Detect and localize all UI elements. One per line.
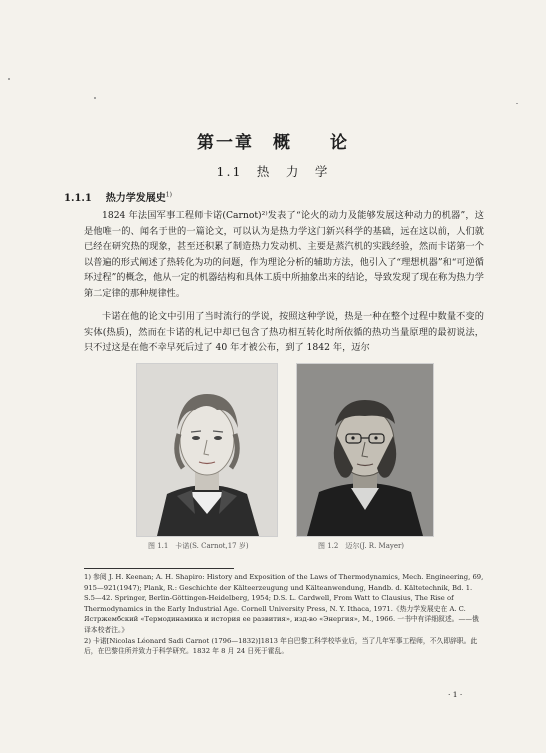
carnot-portrait-drawing <box>137 364 277 536</box>
subsection-footnote-ref: 1) <box>165 191 172 199</box>
paragraph-text: 1824 年法国军事工程师卡诺(Carnot)²⁾发表了“论火的动力及能够发展这种动力的机器”，这是他唯一的、闻名于世的一篇论文，可以认为是热力学这门新兴科学的基础，远在这以前，人们就已经在研究热的现象，甚至还积累了制造热力发动机、主要是蒸汽机的实践经验，然而卡诺第一个以普遍的形式阐述了热转化为功的问题，作为理论分析的辅助方法，他引入了“理想机器”和“可逆循环过程”的概念，他从一定的机器结构和具体工质中所抽象出来的结论，导致发现了现在称为热力学第二定律的那种规律性。 <box>84 210 484 299</box>
subsection-heading <box>64 189 172 204</box>
footnotes <box>84 572 484 657</box>
mayer-portrait-drawing <box>297 364 433 536</box>
footnote: 1) 参阅 J. H. Keenan; A. H. Shapiro: History and Exposition of the Laws of Thermodynamics, Mech. Engineering, 69, 915—921(1947); Plank, R.: Geschichte der Kälteerzeugung und Kälteanwendung, Handb. d. Kältetechnik, Bd. 1. S.5—42. Springer, Berlin-Göttingen-Heidelberg, 1954; D.S. L. Cardwell, From Watt to Clausius, The Rise of Thermodynamics in the Early Industrial Age. Cornell University Press, N. Y. Ithaca, 1971.《热力学发展史在 A. C. Ястржембский «Термодинамика и история ее развития», изд-во «Энергия», M., 1966. 一书中有详细叙述。——俄译本校者注。》 <box>84 573 484 634</box>
paragraph-text: 卡诺在他的论文中引用了当时流行的学说，按照这种学说，热是一种在整个过程中数量不变的实体(热质)，然而在卡诺的札记中却已包含了热功相互转化时所依循的热功当量原理的最初说法，只不过这是在他不幸早死后过了 40 年才被公布，到了 1842 年，迈尔 <box>84 311 484 354</box>
page-number: · 1 · <box>448 690 463 699</box>
figure-mayer-portrait <box>296 363 434 537</box>
section-title: 1.1 热 力 学 <box>216 164 330 179</box>
figure-caption: 图 1.2 迈尔(J. R. Mayer) <box>318 542 405 550</box>
scan-speck <box>94 97 96 99</box>
scan-speck <box>8 78 10 80</box>
subsection-number: 1.1.1 <box>64 193 92 204</box>
scan-speck <box>516 103 518 104</box>
body-paragraph <box>84 309 484 356</box>
footnote-divider <box>84 568 234 569</box>
figure-caption: 图 1.1 卡诺(S. Carnot,17 岁) <box>148 542 249 550</box>
chapter-title: 第一章 概 论 <box>197 133 349 153</box>
figure-carnot-portrait <box>136 363 278 537</box>
footnote: 2) 卡诺[Nicolas Léonard Sadi Carnot (1796—1832)]1813 年自巴黎工科学校毕业后，当了几年军事工程师，不久即辞职。此后，在巴黎住所并致力于科学研究。1832 年 8 月 24 日死于霍乱。 <box>84 636 478 656</box>
body-paragraph <box>84 208 484 302</box>
subsection-title: 热力学发展史 <box>105 193 166 204</box>
